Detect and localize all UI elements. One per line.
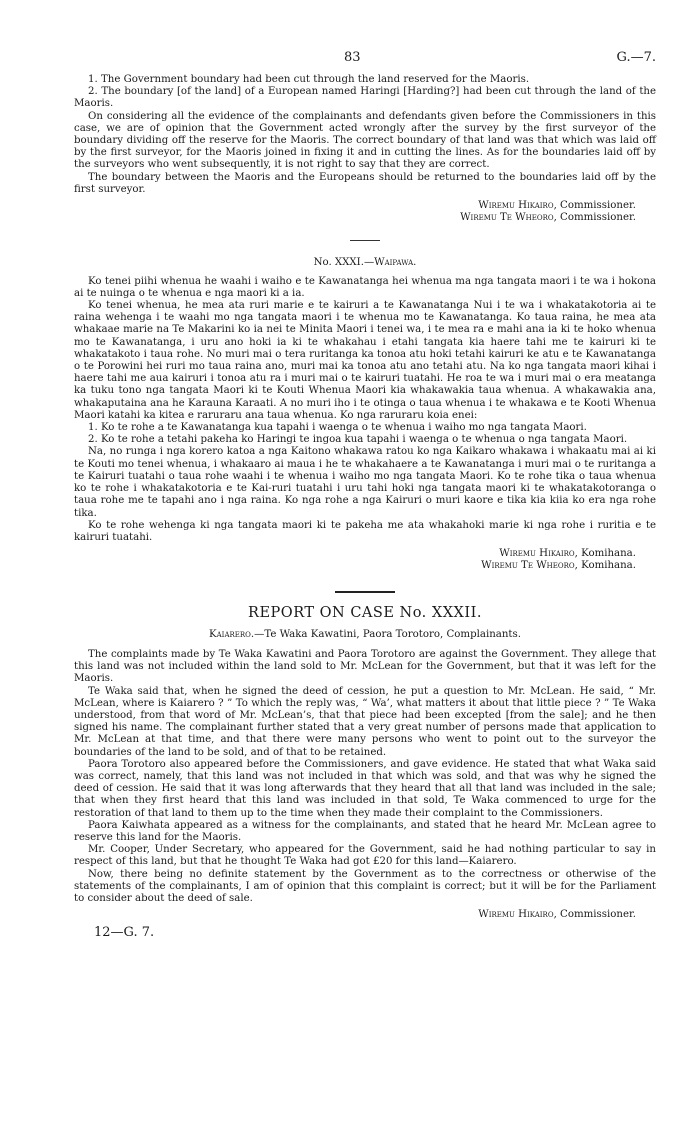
maori-case-heading bbox=[74, 257, 656, 269]
english-point-2: 2. The boundary [of the land] of a European named Haringi [Harding?] had been cut through the land of the Maoris. bbox=[74, 86, 656, 110]
maori-paragraph: Na, no runga i nga korero katoa a nga Kaitono whakawa ratou ko nga Kaikaro whakawa i whakaatu mai ai ki te Kouti mo tenei whenua, i whakaaro ai maua i he te whakahaere a te Kawanatanga i muri mai o te ruritanga a te Kairuri tuatahi o taua rohe waahi i te whenua i waiho mo nga tangata Maori. Ko te rohe tika o taua whenua ko te rohe i whakatakotoria e te Kai-ruri tuatahi i uru tahi hoki nga tangata maori ki te whakatakotoranga o taua rohe me te tapahi ano i nga raina. Ko nga rohe a nga Kairuri o muri kaore e tika kia kiia ko era nga rohe tika. bbox=[74, 446, 656, 519]
signatory-name: Wiremu Hikairo bbox=[499, 548, 575, 560]
english-case-section bbox=[74, 74, 656, 224]
heading-place: Waipawa. bbox=[374, 257, 417, 269]
signatory-role: , Commissioner. bbox=[553, 200, 636, 212]
case-parties: —Te Waka Kawatini, Paora Torotoro, Complainants. bbox=[254, 628, 521, 640]
heading-number: No. XXXI.— bbox=[313, 257, 375, 269]
signature-line bbox=[74, 909, 656, 921]
sheet-reference: 12—G. 7. bbox=[94, 925, 155, 941]
maori-point-2: 2. Ko te rohe a tetahi pakeha ko Haringi te ingoa kua tapahi i waenga o te whenua o nga tangata Maori. bbox=[88, 434, 628, 446]
page-header bbox=[74, 52, 656, 74]
report-paragraph: Now, there being no definite statement by the Government as to the correctness or otherwise of the statements of the complainants, I am of opinion that this complaint is correct; but it will be for the Parliament to consider about the deed of sale. bbox=[74, 868, 656, 904]
maori-paragraph: Ko te rohe wehenga ki nga tangata maori ki te pakeha me ata whakahoki marie ki nga rohe i ruritia e te kairuri tuatahi. bbox=[74, 519, 656, 543]
section-divider bbox=[335, 591, 395, 593]
report-section bbox=[74, 604, 656, 922]
maori-case-section bbox=[74, 257, 656, 572]
signatory-role: , Komihana. bbox=[574, 560, 636, 572]
signatory-role: , Commissioner. bbox=[553, 212, 636, 224]
signature-line bbox=[74, 212, 656, 224]
report-paragraph: Paora Kaiwhata appeared as a witness for the complainants, and stated that he heard Mr. McLean agree to reserve this land for the Maoris. bbox=[74, 819, 656, 843]
page-number: 83 bbox=[344, 50, 361, 65]
signatory-name: Wiremu Hikairo bbox=[478, 200, 554, 212]
signatory-name: Wiremu Hikairo bbox=[478, 909, 554, 921]
english-paragraph: On considering all the evidence of the complainants and defendants given before the Commissioners in this case, we are of opinion that the Government acted wrongly after the survey by the first surveyor of the boundary dividing off the reserve for the Maoris. The correct boundary of that land was that which was laid off by the first surveyor, for the Maoris joined in fixing it and in cutting the lines. As for the boundaries laid off by the surveyors who went subsequently, it is not right to say that they are correct. bbox=[74, 110, 656, 171]
maori-paragraph: Ko tenei whenua, he mea ata ruri marie e te kairuri a te Kawanatanga Nui i te wa i whakatakotoria ai te raina wehenga i te waahi mo nga tangata maori i te whenua mo te Kawanatanga. Ko taua raina, he mea ata whakaae marie na Te Makarini ko ia nei te Minita Maori i tenei wa, i te mea ra e mahi ana ia ki te hoko whenua mo te Kawanatanga, i uru ano hoki ia ki te whakahau i etahi tangata kia haere tahi me te kairuri ki te whakatakoto i taua rohe. No muri mai o tera ruritanga ka tonoa atu hoki tetahi kairuri ke atu e te Kawanatanga o te Porowini hei ruri mo taua raina ano, muri mai ka tonoa atu ano tetahi atu. Na ko nga tangata maori kihai i haere tahi me aua kairuri i tonoa atu ra i muri mai o te kairuri tuatahi. He roa te wa i muri mai o era meatanga ka tuku tono nga tangata Maori ki te Kouti Whenua Maori kia whakawakia taua whenua. A whakawakia ana, whakaputaina ana he Karauna Karaati. A no muri iho i te otinga o taua whenua i te whakawa e te Kooti Whenua Maori katahi ka kitea e raruraru ana taua whenua. Ko nga raruraru koia enei: bbox=[74, 300, 656, 421]
report-paragraph: Paora Torotoro also appeared before the Commissioners, and gave evidence. He stated that what Waka said was correct, namely, that this land was not included in that which was sold, and that was why he signed the deed of cession. He said that it was long afterwards that they heard that all that land was included in the sale; that when they first heard that this land was included in that sold, Te Waka commenced to urge for the restoration of that land to them up to the time when they made their complaint to the Commissioners. bbox=[74, 758, 656, 819]
case-place: Kaiarero. bbox=[209, 628, 255, 640]
english-point-1: 1. The Government boundary had been cut through the land reserved for the Maoris. bbox=[88, 74, 530, 85]
signatory-name: Wiremu Te Wheoro bbox=[481, 560, 575, 572]
document-reference: G.—7. bbox=[616, 50, 656, 65]
english-paragraph: The boundary between the Maoris and the Europeans should be returned to the boundaries laid off by the first surveyor. bbox=[74, 171, 656, 195]
section-divider bbox=[350, 240, 380, 241]
maori-point-1: 1. Ko te rohe a te Kawanatanga kua tapahi i waenga o te whenua i waiho mo nga tangata Maori. bbox=[88, 422, 587, 434]
signature-line bbox=[74, 548, 656, 560]
report-paragraph: The complaints made by Te Waka Kawatini and Paora Torotoro are against the Government. They allege that this land was not included within the land sold to Mr. McLean for the Government, but that it was left for the Maoris. bbox=[74, 648, 656, 685]
signatory-role: , Komihana. bbox=[574, 548, 636, 560]
signature-line bbox=[74, 560, 656, 572]
report-paragraph: Mr. Cooper, Under Secretary, who appeared for the Government, said he had nothing particular to say in respect of this land, but that he thought Te Waka had got £20 for this land—Kaiarero. bbox=[74, 844, 656, 868]
signatory-role: , Commissioner. bbox=[553, 909, 636, 921]
signature-line bbox=[74, 200, 656, 212]
maori-paragraph: Ko tenei piihi whenua he waahi i waiho e te Kawanatanga hei whenua ma nga tangata maori i te wa i hokona ai te nuinga o te whenua e nga maori ki a ia. bbox=[74, 275, 656, 299]
report-title: REPORT ON CASE No. XXXII. bbox=[248, 604, 482, 621]
case-subtitle bbox=[74, 629, 656, 641]
report-paragraph: Te Waka said that, when he signed the deed of cession, he put a question to Mr. McLean. He said, “ Mr. McLean, where is Kaiarero ? ” To which the reply was, “ Wa’, what matters it about that little piece ? ” Te Waka understood, from that word of Mr. McLean’s, that that piece had been excepted [from the sale]; and he then signed his name. The complainant further stated that a very great number of persons made that application to Mr. McLean at that time, and that there were many persons who went to point out to the surveyor the boundaries of the land to be sold, and of that to be retained. bbox=[74, 685, 656, 758]
signatory-name: Wiremu Te Wheoro bbox=[460, 212, 554, 224]
